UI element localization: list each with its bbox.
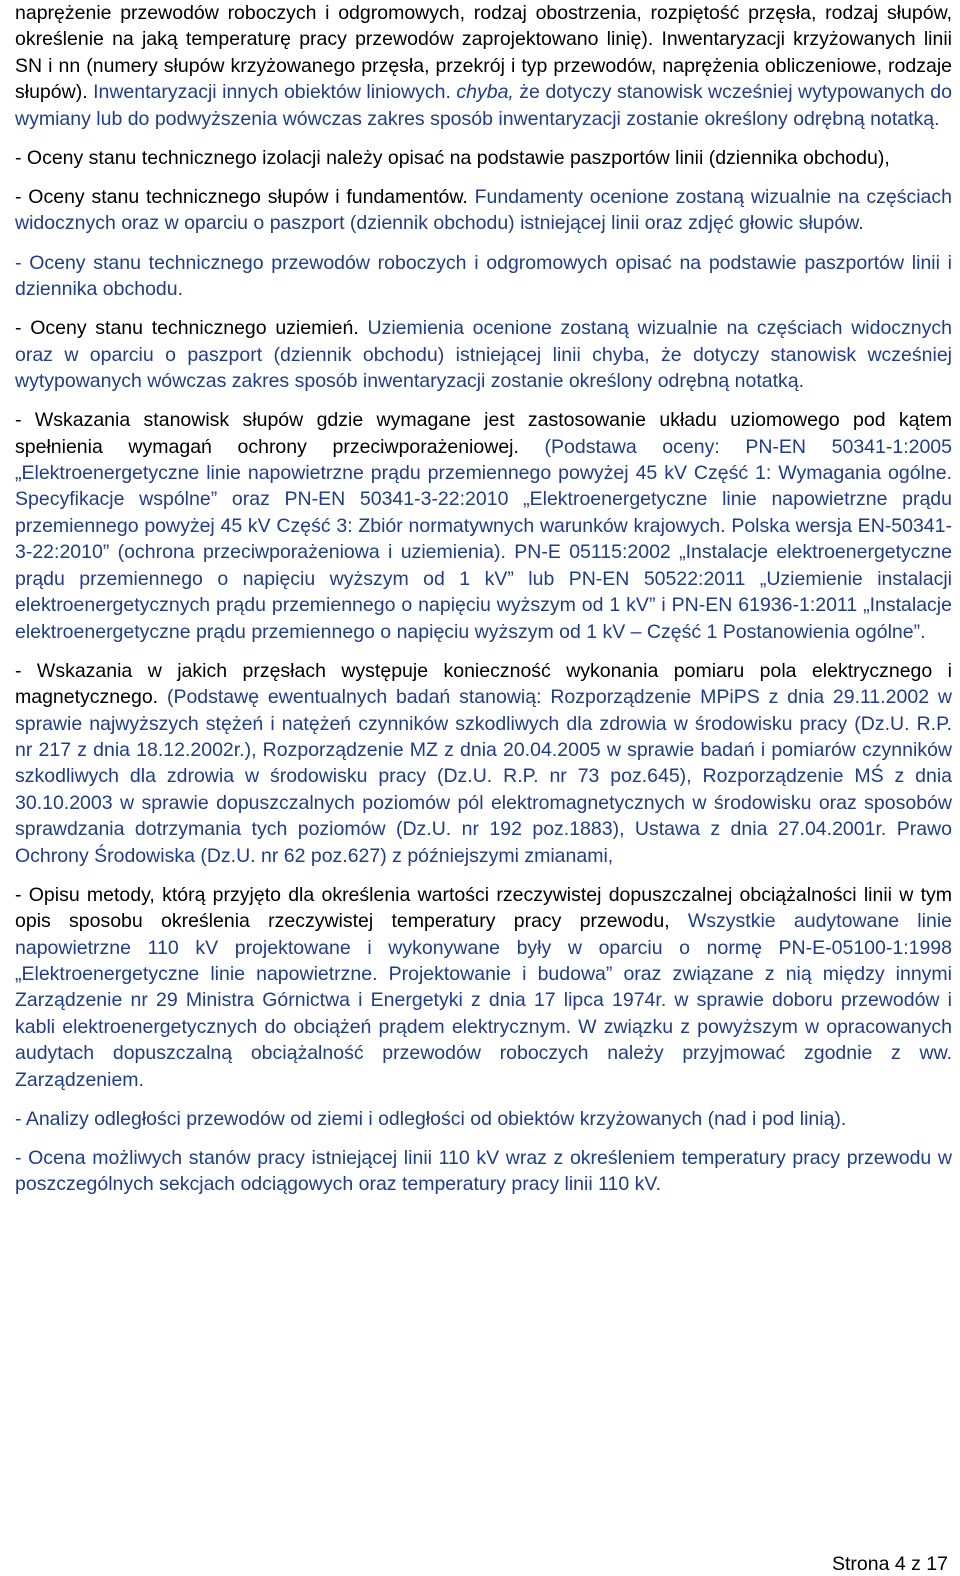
- intro-text-black: naprężenie przewodów roboczych i odgromowych, rodzaj obostrzenia, rozpiętość przęsła, rodzaj słupów, określenie na jaką temperaturę pracy przewodów zaprojektowano linię). Inwentaryzacji krzyżowanych linii SN i nn (numery słupów krzyżowanego przęsła, przekrój i typ przewodów, naprężenia obliczeniowe, rodzaje słupów).: [15, 2, 952, 104]
- list-item-pole: [15, 658, 952, 869]
- list-item-text: - Oceny stanu technicznego izolacji należy opisać na podstawie paszportów linii (dziennika obchodu),: [15, 146, 890, 169]
- list-item-text-black: - Oceny stanu technicznego uziemień.: [15, 317, 359, 340]
- list-item-text-black: - Opisu metody, którą przyjęto dla określenia wartości rzeczywistej dopuszczalnej obciążalności linii w tym opis sposobu określenia rzeczywistej temperatury pracy przewodu,: [15, 883, 952, 933]
- list-item-przewody: [15, 250, 952, 303]
- list-item-uziemienia: [15, 315, 952, 394]
- list-item-obciazalnosc: [15, 882, 952, 1093]
- page-number: Strona 4 z 17: [832, 1553, 948, 1575]
- list-item-text-blue: - Oceny stanu technicznego przewodów roboczych i odgromowych opisać na podstawie paszportów linii i dziennika obchodu.: [15, 251, 952, 301]
- list-item-text-blue: - Analizy odległości przewodów od ziemi i odległości od obiektów krzyżowanych (nad i pod linią).: [15, 1107, 847, 1130]
- list-item-text-blue: (Podstawa oceny: PN-EN 50341-1:2005 „Elektroenergetyczne linie napowietrzne prądu przemiennego powyżej 45 kV Część 1: Wymagania ogólne. Specyfikacje wspólne” oraz PN-EN 50341-3-22:2010 „Elektroenergetyczne linie napowietrzne prądu przemiennego powyżej 45 kV Część 3: Zbiór normatywnych warunków krajowych. Polska wersja EN-50341-3-22:2010” (ochrona przeciwporażeniowa i uziemienia). PN-E 05115:2002 „Instalacje elektroenergetyczne prądu przemiennego o napięciu wyższym od 1 kV” lub PN-EN 50522:2011 „Uziemienie instalacji elektroenergetycznych prądu przemiennego o napięciu wyższym od 1 kV” i PN-EN 61936-1:2011 „Instalacje elektroenergetyczne prądu przemiennego o napięciu wyższym od 1 kV – Część 1 Postanowienia ogólne”.: [15, 435, 952, 643]
- list-item-text-black: - Oceny stanu technicznego słupów i fundamentów.: [15, 186, 468, 209]
- list-item-text-blue: Wszystkie audytowane linie napowietrzne 110 kV projektowane i wykonywane były w oparciu o normę PN-E-05100-1:1998 „Elektroenergetyczne linie napowietrzne. Projektowanie i budowa” oraz związane z nią między innymi Zarządzenie nr 29 Ministra Górnictwa i Energetyki z dnia 17 lipca 1974r. w sprawie doboru przewodów i kabli elektroenergetycznych do obciążeń prądem elektrycznym. W związku z powyższym w opracowanych audytach dopuszczalną obciążalność przewodów roboczych należy przyjmować zgodnie z ww. Zarządzeniem.: [15, 910, 952, 1091]
- intro-text-blue-2: że dotyczy stanowisk wcześniej wytypowanych do wymiany lub do podwyższenia wówczas zakres sposób inwentaryzacji zostanie określony odrębną notatką.: [15, 81, 952, 130]
- list-item-text-black: - Wskazania stanowisk słupów gdzie wymagane jest zastosowanie układu uziomowego pod kątem spełnienia wymagań ochrony przeciwporażeniowej.: [15, 409, 952, 458]
- list-item-odleglosci: [15, 1106, 952, 1132]
- intro-text-blue-italic: chyba,: [450, 81, 514, 104]
- list-item-text-blue: (Podstawę ewentualnych badań stanowią: Rozporządzenie MPiPS z dnia 29.11.2002 w sprawie najwyższych stężeń i natężeń czynników szkodliwych dla zdrowia w środowisku pracy (Dz.U. R.P. nr 217 z dnia 18.12.2002r.), Rozporządzenie MZ z dnia 20.04.2005 w sprawie badań i pomiarów czynników szkodliwych dla zdrowia w środowisku pracy (Dz.U. R.P. nr 73 poz.645), Rozporządzenie MŚ z dnia 30.10.2003 w sprawie dopuszczalnych poziomów pól elektromagnetycznych w środowisku oraz sposobów sprawdzania dotrzymania tych poziomów (Dz.U. nr 192 poz.1883), Ustawa z dnia 27.04.2001r. Prawo Ochrony Środowiska (Dz.U. nr 62 poz.627) z późniejszymi zmianami,: [15, 686, 952, 867]
- list-item-izolacje: [15, 145, 952, 171]
- list-item-text-blue: Uziemienia ocenione zostaną wizualnie na częściach widocznych oraz w oparciu o paszport (dziennik obchodu) istniejącej linii chyba, że dotyczy stanowisk wcześniej wytypowanych wówczas zakres sposób inwentaryzacji zostanie określony odrębną notatką.: [15, 317, 952, 393]
- intro-text-blue: Inwentaryzacji innych obiektów liniowych.: [87, 81, 451, 104]
- list-item-text-black: - Wskazania w jakich przęsłach występuje konieczność wykonania pomiaru pola elektrycznego i magnetycznego.: [15, 659, 952, 709]
- list-item-text-blue: Fundamenty ocenione zostaną wizualnie na częściach widocznych oraz w oparciu o paszport (dziennik obchodu) istniejącej linii oraz zdjęć głowic słupów.: [15, 186, 952, 235]
- intro-paragraph: [15, 0, 952, 132]
- list-item-text-blue: - Ocena możliwych stanów pracy istniejącej linii 110 kV wraz z określeniem temperatury pracy przewodu w poszczególnych sekcjach odciągowych oraz temperatury pracy linii 110 kV.: [15, 1147, 952, 1196]
- list-item-slupy: [15, 184, 952, 237]
- list-item-stany-pracy: [15, 1145, 952, 1198]
- list-item-uziom: [15, 407, 952, 645]
